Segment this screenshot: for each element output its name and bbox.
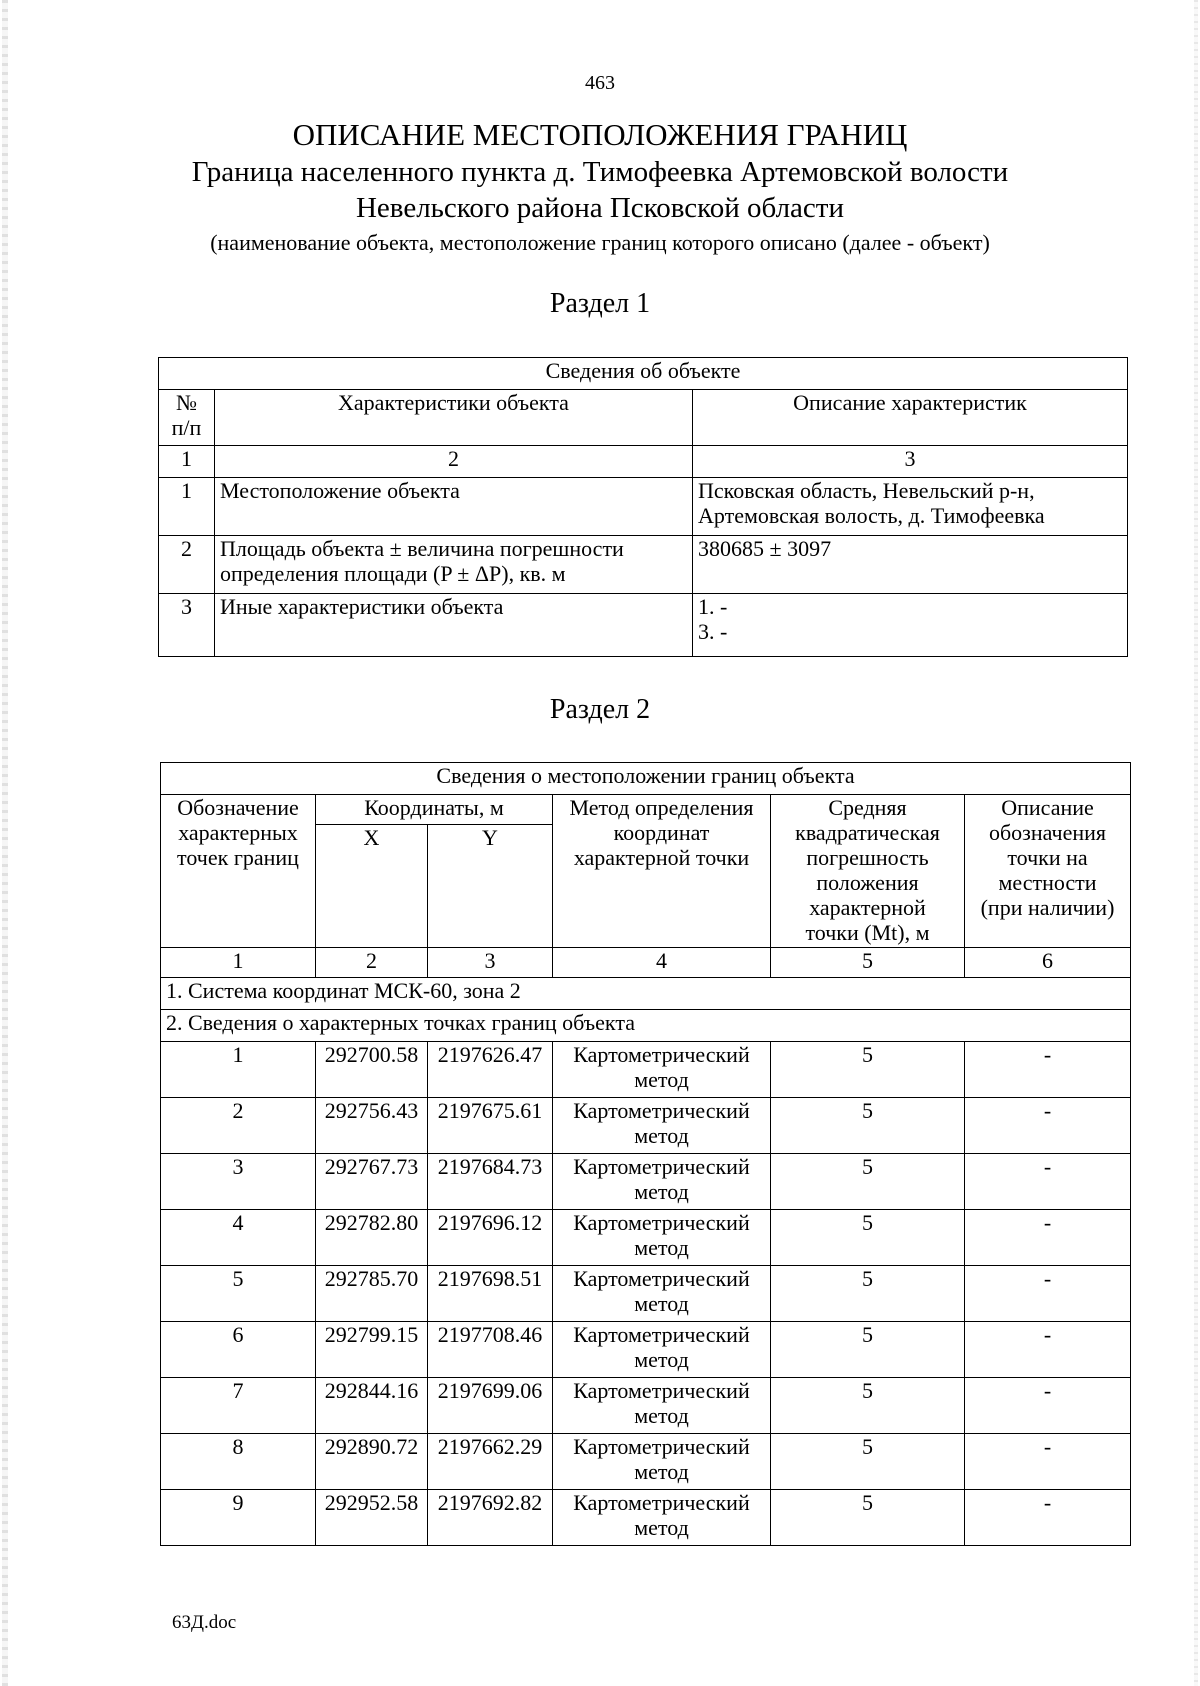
points-title: 2. Сведения о характерных точках границ объекта (161, 1010, 1131, 1042)
coord-system: 1. Система координат МСК-60, зона 2 (161, 978, 1131, 1010)
boundary-points-table (160, 762, 1131, 1546)
header-point-line2: характерных (178, 820, 298, 845)
table-row (161, 1042, 1131, 1098)
row-name (215, 536, 693, 594)
header-num-line2: п/п (171, 415, 202, 440)
col-number: 2 (316, 948, 428, 978)
table-row (159, 594, 1128, 657)
row-value-line1: 380685 ± 3097 (698, 536, 832, 561)
table-row (161, 1378, 1131, 1434)
section2-heading: Раздел 2 (549, 694, 651, 725)
point-method-line1: Картометрический (573, 1434, 750, 1459)
table-title: Сведения об объекте (159, 358, 1128, 390)
point-number: 4 (161, 1210, 316, 1266)
point-mt: 5 (771, 1322, 965, 1378)
point-method-line2: метод (634, 1291, 689, 1316)
header-desc-line1: Описание (1001, 795, 1094, 820)
point-method (553, 1098, 771, 1154)
point-method-line1: Картометрический (573, 1210, 750, 1235)
point-method-line2: метод (634, 1123, 689, 1148)
header-point-line1: Обозначение (177, 795, 299, 820)
header-error-line6: точки (Mt), м (805, 920, 930, 945)
point-method (553, 1266, 771, 1322)
point-method (553, 1210, 771, 1266)
point-y: 2197708.46 (428, 1322, 553, 1378)
row-name-line2: определения площади (P ± ΔP), кв. м (220, 561, 566, 586)
point-x: 292785.70 (316, 1266, 428, 1322)
col-number: 1 (159, 446, 215, 478)
row-value-line1: 1. - (698, 594, 728, 619)
header-desc-line2: обозначения (988, 820, 1107, 845)
header-desc (965, 795, 1131, 948)
point-method (553, 1490, 771, 1546)
point-number: 5 (161, 1266, 316, 1322)
points-body (161, 1042, 1131, 1546)
header-num (159, 390, 215, 446)
point-method (553, 1154, 771, 1210)
row-name-line1: Местоположение объекта (220, 478, 460, 503)
point-mt: 5 (771, 1154, 965, 1210)
point-method-line1: Картометрический (573, 1266, 750, 1291)
header-num-line1: № (176, 390, 197, 415)
row-name (215, 594, 693, 657)
row-name-line1: Площадь объекта ± величина погрешности (220, 536, 624, 561)
header-method (553, 795, 771, 948)
table-title-row (161, 763, 1131, 795)
row-value-line2: Артемовская волость, д. Тимофеевка (698, 503, 1045, 528)
table-row (161, 1434, 1131, 1490)
point-desc: - (965, 1322, 1131, 1378)
row-name (215, 478, 693, 536)
row-num: 1 (159, 478, 215, 536)
col-number: 2 (215, 446, 693, 478)
point-x: 292756.43 (316, 1098, 428, 1154)
point-mt: 5 (771, 1490, 965, 1546)
points-title-row (161, 1010, 1131, 1042)
header-coords: Координаты, м (316, 795, 553, 825)
col-number: 1 (161, 948, 316, 978)
point-y: 2197696.12 (428, 1210, 553, 1266)
header-error-line2: квадратическая (795, 820, 940, 845)
header-x: X (316, 825, 428, 948)
point-method-line2: метод (634, 1347, 689, 1372)
point-y: 2197699.06 (428, 1378, 553, 1434)
title-block (0, 116, 1200, 258)
header-error-line1: Средняя (828, 795, 907, 820)
table-title: Сведения о местоположении границ объекта (161, 763, 1131, 795)
row-name-line1: Иные характеристики объекта (220, 594, 504, 619)
point-desc: - (965, 1378, 1131, 1434)
point-desc: - (965, 1210, 1131, 1266)
point-x: 292890.72 (316, 1434, 428, 1490)
header-error (771, 795, 965, 948)
point-mt: 5 (771, 1210, 965, 1266)
point-method-line1: Картометрический (573, 1154, 750, 1179)
point-method-line2: метод (634, 1235, 689, 1260)
point-mt: 5 (771, 1266, 965, 1322)
point-number: 9 (161, 1490, 316, 1546)
object-name-line1: Граница населенного пункта д. Тимофеевка Артемовской волости (191, 156, 1009, 188)
point-x: 292952.58 (316, 1490, 428, 1546)
header-row (159, 390, 1128, 446)
point-mt: 5 (771, 1434, 965, 1490)
header-method-line3: характерной точки (573, 845, 750, 870)
header-y: Y (428, 825, 553, 948)
point-y: 2197692.82 (428, 1490, 553, 1546)
point-y: 2197662.29 (428, 1434, 553, 1490)
point-method (553, 1434, 771, 1490)
row-num: 2 (159, 536, 215, 594)
point-method (553, 1378, 771, 1434)
row-value (693, 594, 1128, 657)
point-method-line2: метод (634, 1515, 689, 1540)
row-value-line2: 3. - (698, 619, 728, 644)
header-desc-line3: точки на (1007, 845, 1088, 870)
point-method-line1: Картометрический (573, 1042, 750, 1067)
point-x: 292799.15 (316, 1322, 428, 1378)
object-info-table (158, 357, 1128, 657)
point-number: 2 (161, 1098, 316, 1154)
table-row (161, 1322, 1131, 1378)
table-row (159, 536, 1128, 594)
point-method-line2: метод (634, 1179, 689, 1204)
point-y: 2197684.73 (428, 1154, 553, 1210)
header-characteristics: Характеристики объекта (215, 390, 693, 446)
point-y: 2197626.47 (428, 1042, 553, 1098)
point-x: 292844.16 (316, 1378, 428, 1434)
header-desc-line5: (при наличии) (980, 895, 1115, 920)
table-title-row (159, 358, 1128, 390)
point-number: 1 (161, 1042, 316, 1098)
header-error-line5: характерной (809, 895, 926, 920)
point-desc: - (965, 1266, 1131, 1322)
point-mt: 5 (771, 1098, 965, 1154)
point-mt: 5 (771, 1378, 965, 1434)
table-row (161, 1154, 1131, 1210)
row-value (693, 536, 1128, 594)
section1-heading: Раздел 1 (549, 288, 651, 319)
header-method-line1: Метод определения (569, 795, 754, 820)
col-number: 3 (428, 948, 553, 978)
column-number-row (159, 446, 1128, 478)
point-method-line2: метод (634, 1459, 689, 1484)
header-error-line3: погрешность (806, 845, 929, 870)
table-row (161, 1266, 1131, 1322)
coord-system-row (161, 978, 1131, 1010)
header-desc-line4: местности (998, 870, 1097, 895)
point-desc: - (965, 1154, 1131, 1210)
point-method-line1: Картометрический (573, 1322, 750, 1347)
point-number: 6 (161, 1322, 316, 1378)
col-number: 6 (965, 948, 1131, 978)
point-method-line2: метод (634, 1067, 689, 1092)
footer-filename: 63Д.doc (172, 1612, 237, 1633)
point-number: 8 (161, 1434, 316, 1490)
table-row (161, 1210, 1131, 1266)
point-number: 7 (161, 1378, 316, 1434)
page-number: 463 (585, 72, 615, 94)
point-desc: - (965, 1042, 1131, 1098)
point-method (553, 1042, 771, 1098)
col-number: 5 (771, 948, 965, 978)
col-number: 4 (553, 948, 771, 978)
point-number: 3 (161, 1154, 316, 1210)
point-desc: - (965, 1434, 1131, 1490)
point-y: 2197675.61 (428, 1098, 553, 1154)
col-number: 3 (693, 446, 1128, 478)
row-value-line1: Псковская область, Невельский р-н, (698, 478, 1035, 503)
point-x: 292700.58 (316, 1042, 428, 1098)
point-method-line1: Картометрический (573, 1378, 750, 1403)
header-row (161, 795, 1131, 825)
header-description: Описание характеристик (693, 390, 1128, 446)
header-point (161, 795, 316, 948)
header-error-line4: положения (816, 870, 919, 895)
document-title: ОПИСАНИЕ МЕСТОПОЛОЖЕНИЯ ГРАНИЦ (292, 117, 908, 152)
column-number-row (161, 948, 1131, 978)
header-point-line3: точек границ (177, 845, 299, 870)
point-method-line2: метод (634, 1403, 689, 1428)
point-y: 2197698.51 (428, 1266, 553, 1322)
point-desc: - (965, 1490, 1131, 1546)
point-desc: - (965, 1098, 1131, 1154)
point-x: 292782.80 (316, 1210, 428, 1266)
point-x: 292767.73 (316, 1154, 428, 1210)
point-mt: 5 (771, 1042, 965, 1098)
object-name-line2: Невельского района Псковской области (355, 192, 844, 224)
table-row (161, 1490, 1131, 1546)
table-row (161, 1098, 1131, 1154)
point-method-line1: Картометрический (573, 1490, 750, 1515)
object-note: (наименование объекта, местоположение границ которого описано (далее - объект) (210, 230, 990, 255)
row-value (693, 478, 1128, 536)
header-method-line2: координат (613, 820, 710, 845)
table-row (159, 478, 1128, 536)
row-num: 3 (159, 594, 215, 657)
point-method (553, 1322, 771, 1378)
point-method-line1: Картометрический (573, 1098, 750, 1123)
